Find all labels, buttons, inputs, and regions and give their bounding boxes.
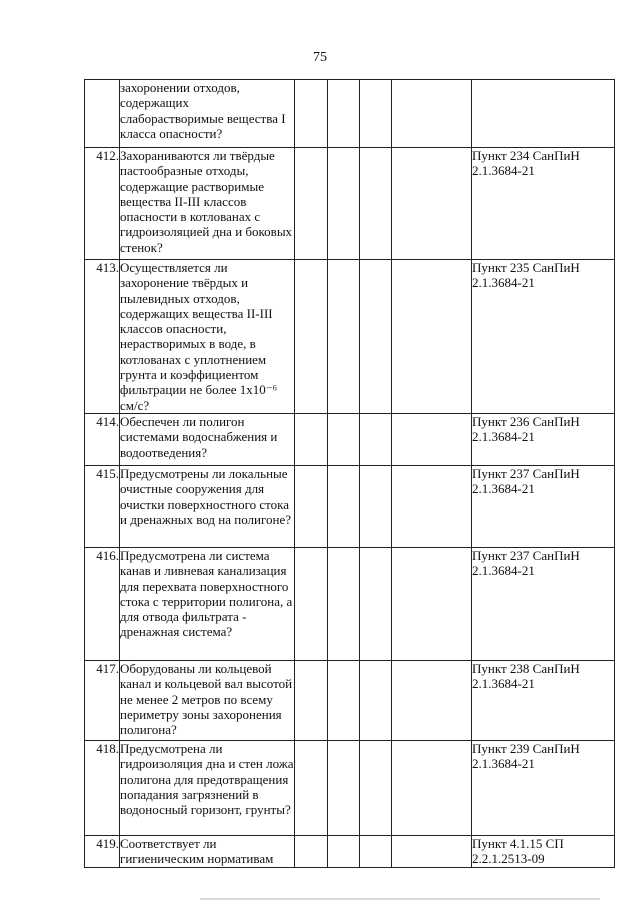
answer-na-cell <box>360 148 392 260</box>
answer-no-cell <box>328 413 360 465</box>
question-cell: Соответствует ли гигиеническим нормативам <box>120 835 295 867</box>
answer-no-cell <box>328 547 360 660</box>
answer-no-cell <box>328 260 360 414</box>
reference-cell: Пункт 236 СанПиН 2.1.3684-21 <box>472 413 615 465</box>
answer-yes-cell <box>295 660 328 740</box>
table-row <box>85 465 615 547</box>
notes-cell <box>392 547 472 660</box>
question-cell: Обеспечен ли полигон системами водоснабжения и водоотведения? <box>120 413 295 465</box>
answer-na-cell <box>360 80 392 148</box>
notes-cell <box>392 413 472 465</box>
answer-yes-cell <box>295 413 328 465</box>
answer-no-cell <box>328 660 360 740</box>
answer-yes-cell <box>295 80 328 148</box>
notes-cell <box>392 740 472 835</box>
question-cell: Осуществляется ли захоронение твёрдых и пылевидных отходов, содержащих вещества II-III классов опасности, нерастворимых в воде, в котлованах с уплотнением грунта и коэффициентом фильтрации не более 1x10⁻⁶ см/с? <box>120 260 295 414</box>
notes-cell <box>392 660 472 740</box>
reference-cell <box>472 80 615 148</box>
row-number-cell: 419. <box>85 835 120 867</box>
question-cell: Предусмотрена ли гидроизоляция дна и стен ложа полигона для предотвращения попадания загрязнений в водоносный горизонт, грунты? <box>120 740 295 835</box>
page-number: 75 <box>313 50 327 65</box>
table-row <box>85 80 615 148</box>
question-cell: Оборудованы ли кольцевой канал и кольцевой вал высотой не менее 2 метров по всему периметру зоны захоронения полигона? <box>120 660 295 740</box>
row-number-cell: 418. <box>85 740 120 835</box>
answer-yes-cell <box>295 547 328 660</box>
answer-no-cell <box>328 835 360 867</box>
answer-yes-cell <box>295 148 328 260</box>
row-number-cell: 417. <box>85 660 120 740</box>
answer-na-cell <box>360 835 392 867</box>
answer-yes-cell <box>295 465 328 547</box>
notes-cell <box>392 80 472 148</box>
reference-cell: Пункт 237 СанПиН 2.1.3684-21 <box>472 547 615 660</box>
checklist-table <box>84 79 615 868</box>
scan-edge <box>200 898 600 900</box>
answer-no-cell <box>328 465 360 547</box>
answer-yes-cell <box>295 260 328 414</box>
answer-na-cell <box>360 465 392 547</box>
row-number-cell <box>85 80 120 148</box>
question-cell: Предусмотрены ли локальные очистные сооружения для очистки поверхностного стока и дренажных вод на полигоне? <box>120 465 295 547</box>
reference-cell: Пункт 234 СанПиН 2.1.3684-21 <box>472 148 615 260</box>
notes-cell <box>392 835 472 867</box>
answer-na-cell <box>360 740 392 835</box>
reference-cell: Пункт 237 СанПиН 2.1.3684-21 <box>472 465 615 547</box>
answer-na-cell <box>360 260 392 414</box>
table-row <box>85 148 615 260</box>
table-row <box>85 260 615 414</box>
question-cell: Предусмотрена ли система канав и ливневая канализация для перехвата поверхностного стока с территории полигона, а для отвода фильтрата - дренажная система? <box>120 547 295 660</box>
answer-no-cell <box>328 80 360 148</box>
answer-na-cell <box>360 660 392 740</box>
table-row <box>85 740 615 835</box>
row-number-cell: 412. <box>85 148 120 260</box>
reference-cell: Пункт 235 СанПиН 2.1.3684-21 <box>472 260 615 414</box>
row-number-cell: 413. <box>85 260 120 414</box>
reference-cell: Пункт 238 СанПиН 2.1.3684-21 <box>472 660 615 740</box>
reference-cell: Пункт 239 СанПиН 2.1.3684-21 <box>472 740 615 835</box>
notes-cell <box>392 148 472 260</box>
notes-cell <box>392 465 472 547</box>
table-row <box>85 835 615 867</box>
question-cell: захоронении отходов, содержащих слаборастворимые вещества I класса опасности? <box>120 80 295 148</box>
answer-yes-cell <box>295 835 328 867</box>
answer-no-cell <box>328 740 360 835</box>
row-number-cell: 414. <box>85 413 120 465</box>
reference-cell: Пункт 4.1.15 СП 2.2.1.2513-09 <box>472 835 615 867</box>
table-row <box>85 547 615 660</box>
answer-yes-cell <box>295 740 328 835</box>
row-number-cell: 415. <box>85 465 120 547</box>
answer-na-cell <box>360 547 392 660</box>
answer-na-cell <box>360 413 392 465</box>
question-cell: Захораниваются ли твёрдые пастообразные отходы, содержащие растворимые вещества II-III классов опасности в котлованах с гидроизоляцией дна и боковых стенок? <box>120 148 295 260</box>
notes-cell <box>392 260 472 414</box>
table-row <box>85 413 615 465</box>
table-row <box>85 660 615 740</box>
answer-no-cell <box>328 148 360 260</box>
row-number-cell: 416. <box>85 547 120 660</box>
